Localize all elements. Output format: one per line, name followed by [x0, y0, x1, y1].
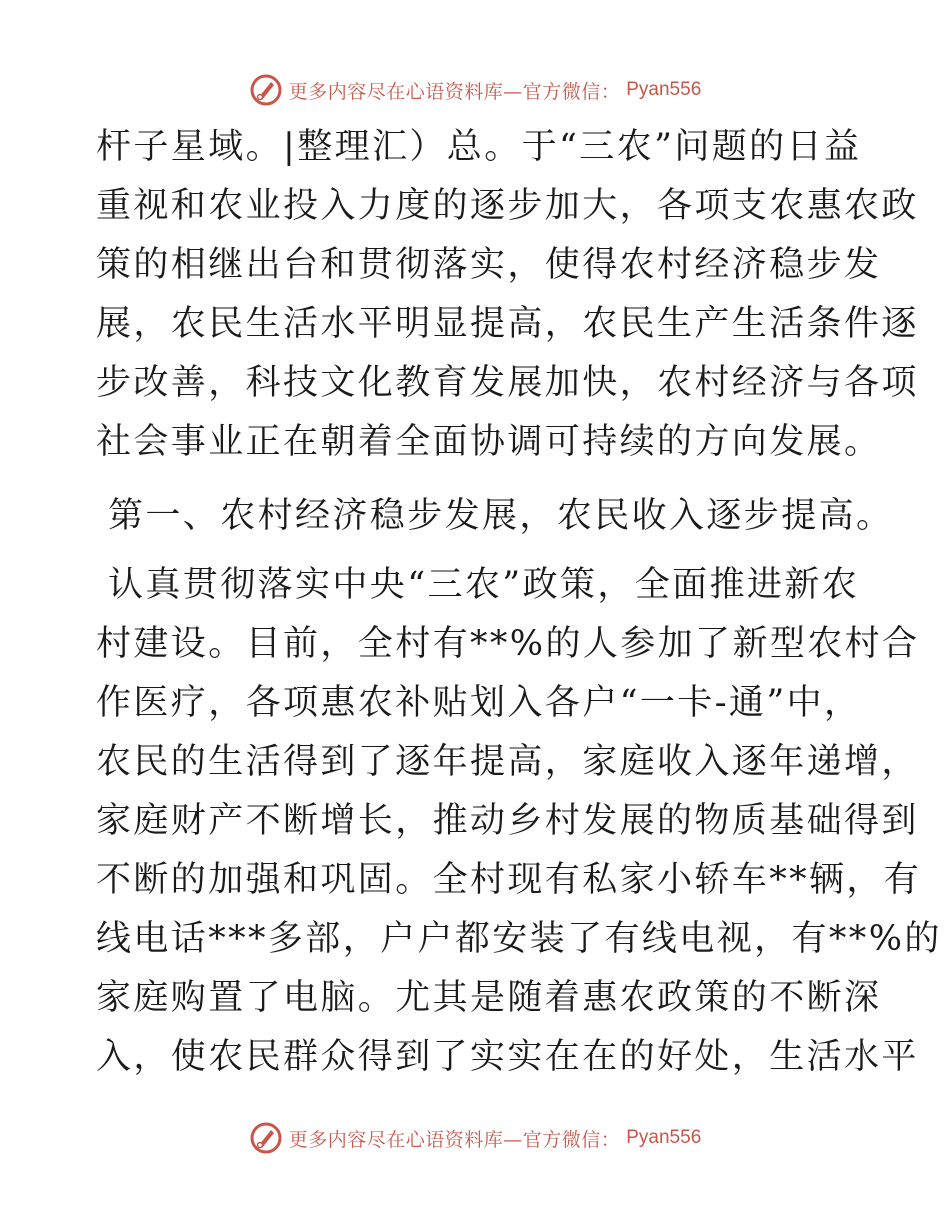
body-line: 策的相继出台和贯彻落实，使得农村经济稳步发 — [96, 245, 882, 285]
body-line: 步改善，科技文化教育发展加快，农村经济与各项 — [96, 363, 919, 403]
body-text — [96, 118, 942, 1087]
body-line: 重视和农业投入力度的逐步加大，各项支农惠农政 — [96, 186, 919, 226]
body-line: 农民的生活得到了逐年提高，家庭收入逐年递增， — [96, 742, 919, 782]
body-line: 展，农民生活水平明显提高，农民生产生活条件逐 — [96, 304, 919, 344]
body-line: 家庭财产不断增长，推动乡村发展的物质基础得到 — [96, 801, 919, 841]
header-banner-text: 更多内容尽在心语资料库—官方微信： — [288, 80, 621, 103]
body-line: 杆子星域。|整理汇）总。于“三农”问题的日益 — [96, 127, 862, 167]
footer-banner-handle: Pyan556 — [626, 1127, 702, 1148]
body-line: 村建设。目前，全村有**%的人参加了新型农村合 — [96, 624, 920, 664]
body-line: 入，使农民群众得到了实实在在的好处，生活水平 — [96, 1037, 919, 1077]
body-line: 认真贯彻落实中央“三农”政策，全面推进新农 — [108, 565, 860, 605]
footer-banner-text: 更多内容尽在心语资料库—官方微信： — [288, 1128, 621, 1151]
header-banner-handle: Pyan556 — [626, 79, 702, 100]
body-line: 线电话***多部，户户都安装了有线电视，有**%的 — [96, 919, 942, 959]
body-line: 社会事业正在朝着全面协调可持续的方向发展。 — [96, 422, 882, 462]
brand-logo-icon — [249, 1121, 283, 1155]
body-line: 不断的加强和巩固。全村现有私家小轿车**辆，有 — [96, 860, 922, 900]
brand-logo-icon — [249, 73, 283, 107]
header-banner — [0, 70, 950, 110]
footer-banner — [0, 1118, 950, 1158]
section-heading: 第一、农村经济稳步发展，农民收入逐步提高。 — [108, 496, 894, 536]
body-line: 作医疗，各项惠农补贴划入各户“一卡-通”中， — [96, 683, 862, 723]
body-line: 家庭购置了电脑。尤其是随着惠农政策的不断深 — [96, 978, 882, 1018]
